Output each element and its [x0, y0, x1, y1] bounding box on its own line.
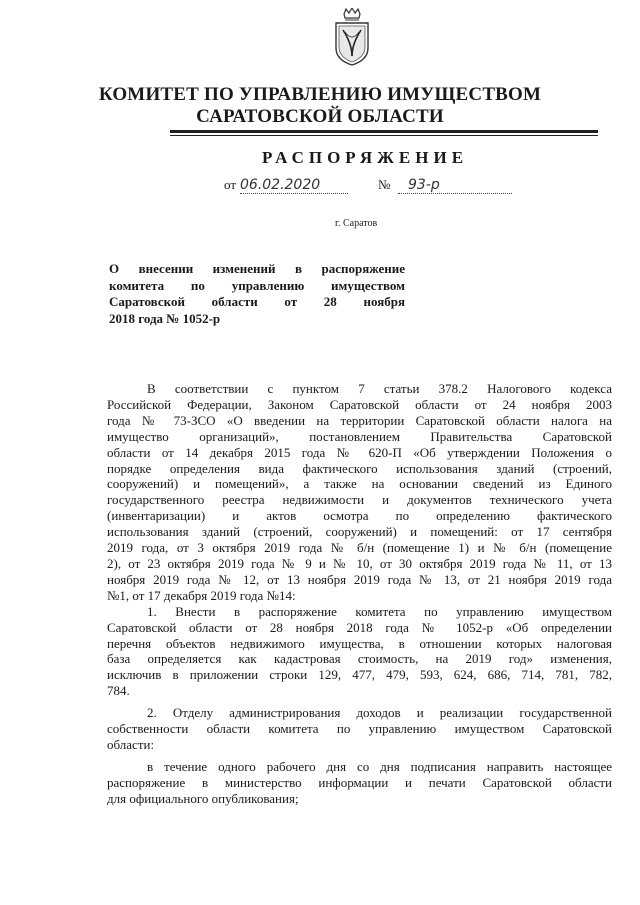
body-line: Российской Федерации, Законом Саратовской области от 24 ноября 2003	[107, 396, 612, 412]
item-1-paragraph	[107, 604, 612, 699]
body-line: распоряжение в министерство информации и печати Саратовской области	[107, 774, 612, 790]
header-rule-thick	[170, 130, 598, 133]
body-line: собственности области комитета по управлению имуществом Саратовской	[107, 721, 612, 737]
body-line: государственного реестра недвижимости и документов технического учета	[107, 492, 612, 508]
body-line: 784.	[107, 683, 130, 699]
body-line: для официального опубликования;	[107, 790, 299, 806]
body-line: области от 14 декабря 2015 года № 620-П «Об утверждении Положения о	[107, 444, 612, 460]
body-line: (инвентаризации) и актов осмотра по определению фактического	[107, 508, 612, 524]
body-line: №1, от 17 декабря 2019 года №14:	[107, 587, 296, 603]
org-name-line1: КОМИТЕТ ПО УПРАВЛЕНИЮ ИМУЩЕСТВОМ	[98, 84, 542, 105]
body-line: 2. Отделу администрирования доходов и реализации государственной	[147, 705, 612, 721]
item-2-paragraph	[107, 705, 612, 753]
body-line: порядке определения вида фактического использования зданий (строений,	[107, 460, 612, 476]
coat-of-arms-icon	[332, 8, 372, 66]
body-line: сооружений) и помещений», а также на основании сведений из Единого	[107, 476, 612, 492]
subject-line: Саратовской области от 28 ноября	[109, 294, 405, 309]
body-line: 2), от 23 октября 2019 года № 9 и № 10, от 30 октября 2019 года № 11, от 13	[107, 555, 612, 571]
document-body	[107, 381, 612, 807]
item-2-sub-paragraph	[107, 759, 612, 807]
body-line: база определяется как кадастровая стоимость, на 2019 год» изменения,	[107, 651, 612, 667]
number-value: 93-р	[398, 177, 512, 194]
number-label: №	[378, 177, 391, 192]
body-line: исключив в приложении строки 129, 477, 479, 593, 624, 686, 714, 781, 782,	[107, 667, 612, 683]
body-line: имущество организаций», постановлением Правительства Саратовской	[107, 428, 612, 444]
org-name-line2: САРАТОВСКОЙ ОБЛАСТИ	[196, 106, 444, 127]
preamble-paragraph	[107, 381, 612, 604]
body-line: Саратовской области от 28 ноября 2018 года № 1052-р «Об определении	[107, 619, 612, 635]
body-line: В соответствии с пунктом 7 статьи 378.2 Налогового кодекса	[147, 381, 612, 396]
header-rule-thin	[170, 135, 598, 136]
body-line: года № 73-ЗСО «О введении на территории Саратовской области налога на	[107, 412, 612, 428]
date-label: от	[224, 177, 237, 192]
date-value: 06.02.2020	[240, 177, 348, 194]
subject-line: комитета по управлению имуществом	[109, 277, 405, 293]
body-line: в течение одного рабочего дня со дня подписания направить настоящее	[147, 758, 612, 774]
subject-block	[109, 261, 405, 327]
subject-line: О внесении изменений в распоряжение	[109, 261, 405, 276]
subject-line: 2018 года № 1052-р	[109, 310, 221, 326]
body-line: области:	[107, 736, 155, 752]
document-type-title: РАСПОРЯЖЕНИЕ	[261, 148, 469, 167]
body-line: 1. Внести в распоряжение комитета по управлению имуществом	[147, 603, 612, 619]
body-line: ноября 2019 года № 12, от 13 ноября 2019 года № 13, от 21 ноября 2019 года	[107, 571, 612, 587]
body-line: перечня объектов недвижимого имущества, в отношении которых налоговая	[107, 635, 612, 651]
body-line: использования зданий (строений, сооружений) и помещений: от 17 сентября	[107, 524, 612, 540]
city-label: г. Саратов	[335, 218, 378, 229]
body-line: 2019 года, от 3 октября 2019 года № б/н (помещение 1) и № б/н (помещение	[107, 540, 612, 556]
